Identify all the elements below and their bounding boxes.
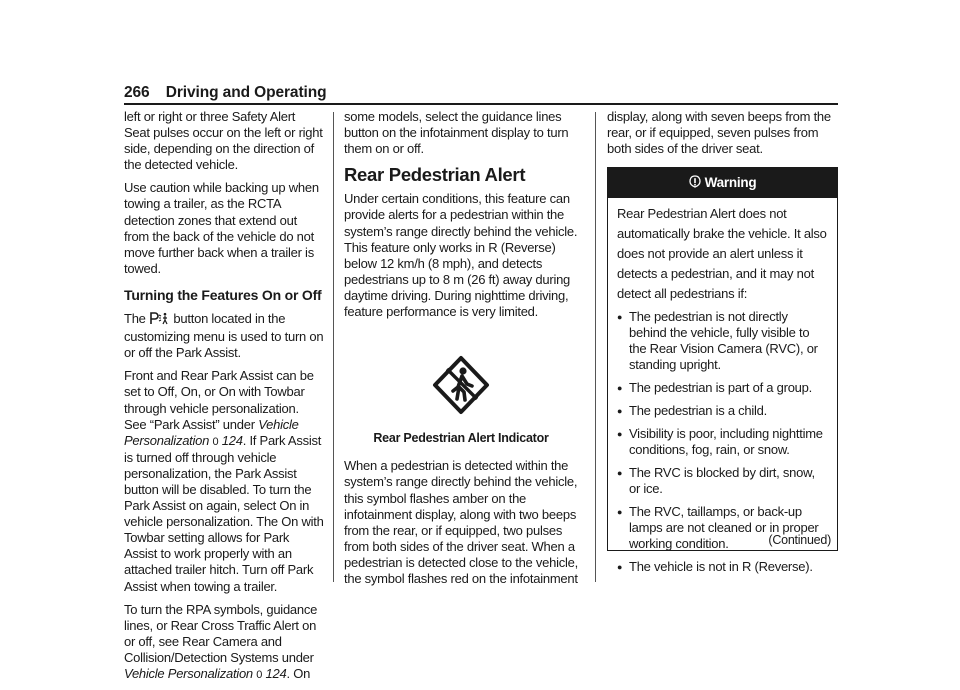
column-divider-2	[595, 112, 596, 582]
list-item: ● Visibility is poor, including nighttime conditions, fog, rain, or snow.	[617, 426, 828, 458]
paragraph: display, along with seven beeps from the rear, or if equipped, seven pulses from both sides of the driver seat.	[607, 109, 831, 157]
header-rule	[124, 103, 838, 105]
list-item: ● The vehicle is not in R (Reverse).	[617, 559, 828, 575]
subsection-heading: Turning the Features On or Off	[124, 286, 322, 303]
paragraph: Use caution while backing up when towing a trailer, as the RCTA detection zones that extend out from the back of the vehicle do not move further back when a trailer is towed.	[124, 180, 319, 276]
paragraph: The button located in the customizing menu is used to turn on or off the Park Assist.	[124, 311, 324, 361]
warning-body	[608, 198, 837, 575]
list-item: ● The pedestrian is part of a group.	[617, 380, 828, 396]
warning-icon	[689, 175, 701, 189]
warning-intro: Rear Pedestrian Alert does not automatically brake the vehicle. It also does not provide an alert unless it detects a pedestrian, and it may not detect all pedestrians if:	[617, 206, 827, 302]
column-divider-1	[333, 112, 334, 582]
page-number: 266	[124, 84, 150, 101]
warning-title: Warning	[704, 175, 757, 191]
continued-note: (Continued)	[768, 533, 831, 548]
warning-box	[607, 167, 838, 575]
xref-arrow-icon: 0	[212, 435, 219, 448]
paragraph: Under certain conditions, this feature can provide alerts for a pedestrian within the system’s range directly behind the vehicle. This feature only works in R (Reverse) below 12 km/h (8 mph), and detects pedestrians up to 8 m (26 ft) away during daytime driving. During nighttime driving, feature performance is very limited.	[344, 191, 578, 320]
list-item: ● The pedestrian is not directly behind the vehicle, fully visible to the Rear Vision Camera (RVC), or standing upright.	[617, 309, 828, 373]
figure-caption: Rear Pedestrian Alert Indicator	[373, 431, 549, 446]
section-heading: Rear Pedestrian Alert	[344, 164, 526, 186]
column-2	[344, 109, 578, 594]
page-reference[interactable]: 124	[221, 432, 243, 448]
page-reference[interactable]: 124	[265, 666, 287, 681]
paragraph: left or right or three Safety Alert Seat pulses occur on the left or right side, depending on the direction of the detected vehicle.	[124, 109, 323, 173]
xref-arrow-icon: 0	[256, 669, 263, 681]
page-header	[124, 84, 326, 102]
paragraph: Front and Rear Park Assist can be set to Off, On, or On with Towbar through vehicle personalization. See “Park Assist” under Vehicle Personalization 0 124. If Park Assist is turned off through vehicle personalization, the Park Assist button will be disabled. To turn the Park Assist on again, select On in vehicle personalization. The On with Towbar setting allows for Park Assist to work properly with an attached trailer hitch. Turn off Park Assist when towing a trailer.	[124, 368, 324, 594]
list-item: ● The RVC, taillamps, or back-up lamps are not cleaned or in proper working condition.	[617, 504, 828, 552]
pedestrian-alert-icon	[429, 354, 493, 416]
park-assist-icon	[150, 312, 169, 329]
figure	[344, 354, 578, 420]
warning-header	[608, 168, 837, 198]
list-item: ● The RVC is blocked by dirt, snow, or ice.	[617, 465, 828, 497]
paragraph: To turn the RPA symbols, guidance lines, or Rear Cross Traffic Alert on or off, see Rear Camera and Collision/Detection Systems under Vehicle Personalization 0 124. On	[124, 601, 318, 681]
column-1	[124, 109, 324, 690]
list-item: ● The pedestrian is a child.	[617, 403, 828, 419]
column-3	[607, 109, 838, 575]
paragraph: some models, select the guidance lines button on the infotainment display to turn them on or off.	[344, 109, 569, 157]
paragraph: When a pedestrian is detected within the system’s range directly behind the vehicle, this symbol flashes amber on the infotainment display, along with two beeps from the rear, or if equipped, two pulses from both sides of the driver seat. When a pedestrian is detected close to the vehicle, the symbol flashes red on the infotainment	[344, 458, 578, 586]
page-section-title: Driving and Operating	[165, 84, 327, 101]
